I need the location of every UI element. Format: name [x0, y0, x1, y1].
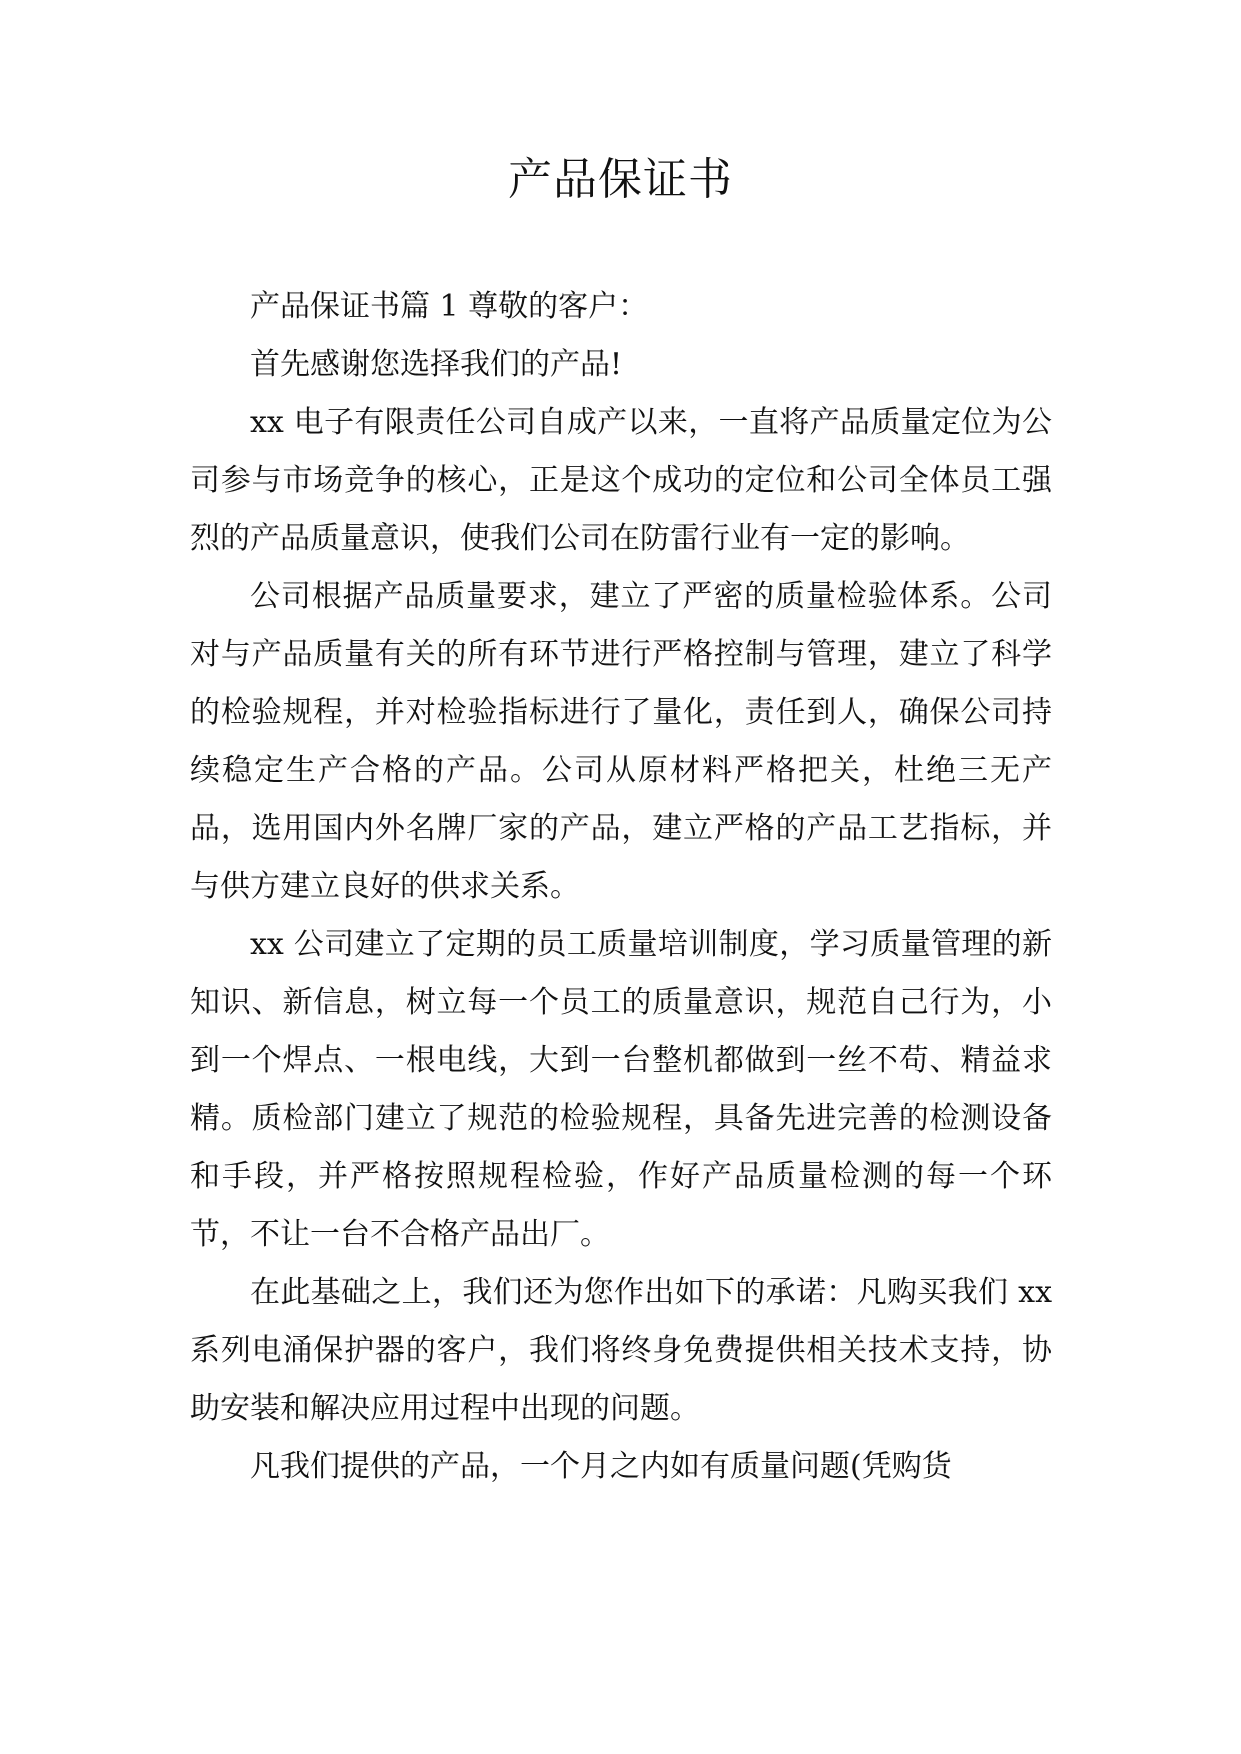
paragraph-company-intro: xx 电子有限责任公司自成产以来，一直将产品质量定位为公司参与市场竞争的核心，正是这个成功的定位和公司全体员工强烈的产品质量意识，使我们公司在防雷行业有一定的影响。 — [190, 405, 1052, 556]
paragraph-training: xx 公司建立了定期的员工质量培训制度，学习质量管理的新知识、新信息，树立每一个员工的质量意识，规范自己行为，小到一个焊点、一根电线，大到一台整机都做到一丝不苟、精益求精。质检部门建立了规范的检验规程，具备先进完善的检测设备和手段，并严格按照规程检验，作好产品质量检测的每一个环节，不让一台不合格产品出厂。 — [190, 927, 1052, 1252]
paragraph-commitment: 在此基础之上，我们还为您作出如下的承诺：凡购买我们 xx 系列电涌保护器的客户，我们将终身免费提供相关技术支持，协助安装和解决应用过程中出现的问题。 — [190, 1275, 1052, 1426]
paragraph-greeting: 产品保证书篇 1 尊敬的客户： — [250, 289, 649, 324]
document-body — [190, 278, 1052, 1496]
paragraph-warranty: 凡我们提供的产品，一个月之内如有质量问题(凭购货 — [250, 1449, 952, 1484]
paragraph-quality-system: 公司根据产品质量要求，建立了严密的质量检验体系。公司对与产品质量有关的所有环节进行严格控制与管理，建立了科学的检验规程，并对检验指标进行了量化，责任到人，确保公司持续稳定生产合格的产品。公司从原材料严格把关，杜绝三无产品，选用国内外名牌厂家的产品，建立严格的产品工艺指标，并与供方建立良好的供求关系。 — [190, 579, 1052, 904]
paragraph-thanks: 首先感谢您选择我们的产品! — [250, 347, 623, 382]
document-title: 产品保证书 — [508, 154, 733, 205]
